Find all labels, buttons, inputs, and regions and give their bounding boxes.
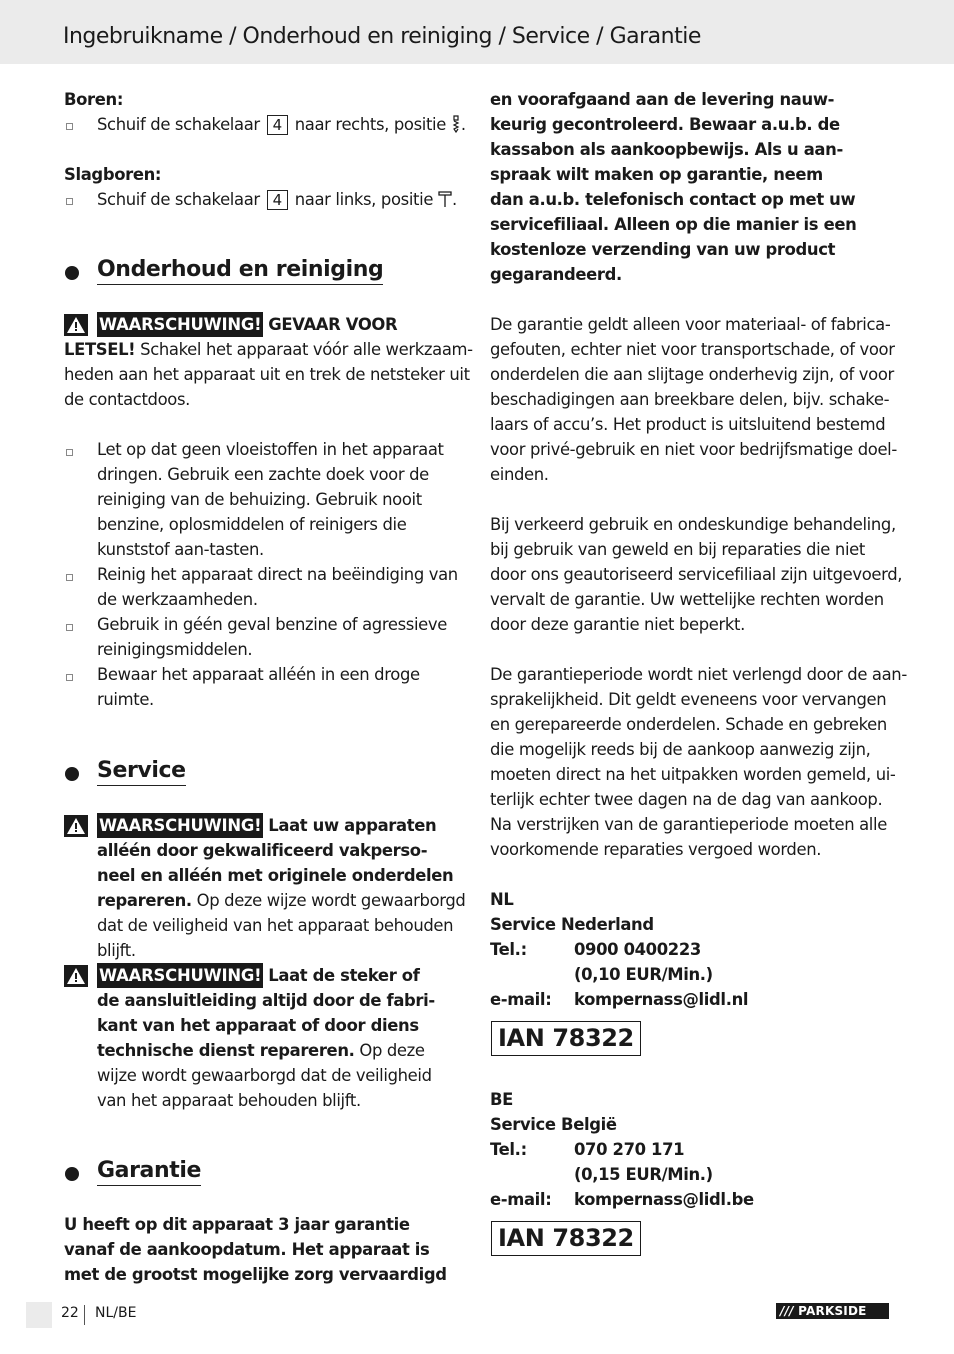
contact-nl-tel: 0900 0400223 xyxy=(574,940,701,959)
contact-nl-tel-label: Tel.: xyxy=(490,940,527,959)
garantie-bold-line: en voorafgaand aan de levering nauw- xyxy=(490,90,835,109)
list-item-line: ruimte. xyxy=(97,690,154,709)
slagboren-text-pre: Schuif de schakelaar xyxy=(97,190,260,209)
warning-text: Schakel het apparaat vóór alle werkzaam- xyxy=(140,340,473,359)
garantie-para3-line: De garantieperiode wordt niet verlengd door de aan- xyxy=(490,665,907,684)
garantie-para1-line: beschadigingen aan breekbare delen, bijv. schake- xyxy=(490,390,890,409)
page-number: 22 xyxy=(61,1305,79,1321)
service-warning1-line4 xyxy=(97,888,465,913)
garantie-para2-line: door ons geautoriseerd servicefiliaal zijn uitgevoerd, xyxy=(490,565,903,584)
list-item-line: kunststof aan-tasten. xyxy=(97,540,264,559)
garantie-para3-line: moeten direct na het uitpakken worden gemeld, ui- xyxy=(490,765,896,784)
service-warning1-line1 xyxy=(97,813,436,838)
contact-be-service-name: Service België xyxy=(490,1115,617,1134)
garantie-para1-line: gefouten, echter niet voor transportschade, of voor xyxy=(490,340,895,359)
logo-stripes: /// xyxy=(780,1304,794,1318)
warning-triangle-icon xyxy=(64,314,88,336)
service-warning2-line5: wijze wordt gewaarborgd dat de veiligheid xyxy=(97,1066,432,1085)
garantie-bold-line: met de grootst mogelijke zorg vervaardigd xyxy=(64,1265,447,1284)
boren-instruction: Schuif de schakelaar 4 naar rechts, positie . xyxy=(97,115,466,134)
section-bullet-icon xyxy=(65,266,79,280)
service-heading: Service xyxy=(97,758,186,786)
switch-key-number: 4 xyxy=(267,115,288,135)
garantie-para3-line: voorkomende reparaties vergoed worden. xyxy=(490,840,822,859)
garantie-para3-line: terlijk echter twee dagen na de dag van aankoop. xyxy=(490,790,883,809)
garantie-para3-line: sprakelijkheid. Dit geldt eveneens voor vervangen xyxy=(490,690,887,709)
garantie-para3-line: en gerepareerde onderdelen. Schade en gebreken xyxy=(490,715,887,734)
contact-be-country: BE xyxy=(490,1090,513,1109)
warning-triangle-icon xyxy=(64,965,88,987)
list-item: Reinig het apparaat direct na beëindiging van xyxy=(97,565,458,584)
warning-triangle-icon xyxy=(64,815,88,837)
garantie-bold-line: kostenloze verzending van uw product xyxy=(490,240,836,259)
garantie-para1-line: laars of accu’s. Het product is uitsluitend bestemd xyxy=(490,415,886,434)
list-item-line: reiniging van de behuizing. Gebruik nooit xyxy=(97,490,422,509)
switch-key-number: 4 xyxy=(267,190,288,210)
garantie-para2-line: vervalt de garantie. Uw wettelijke rechten worden xyxy=(490,590,884,609)
onderhoud-warning-line2 xyxy=(64,337,473,362)
page-title: Ingebruikname / Onderhoud en reiniging / Service / Garantie xyxy=(63,24,701,49)
warning-text: Op deze xyxy=(359,1041,425,1060)
service-warning1-line3: neel en alléén met originele onderdelen xyxy=(97,866,454,885)
garantie-para2-line: bij gebruik van geweld en bij reparaties die niet xyxy=(490,540,865,559)
contact-nl-email[interactable]: kompernass@lidl.nl xyxy=(574,990,749,1009)
garantie-para2-line: Bij verkeerd gebruik en ondeskundige behandeling, xyxy=(490,515,896,534)
bullet-icon xyxy=(66,449,73,456)
service-warning2-line2: de aansluitleiding altijd door de fabri- xyxy=(97,991,435,1010)
service-warning2-line4 xyxy=(97,1038,425,1063)
garantie-bold-line: U heeft op dit apparaat 3 jaar garantie xyxy=(64,1215,410,1234)
warning-bold-text: technische dienst repareren. xyxy=(97,1041,355,1060)
contact-be-email-label: e-mail: xyxy=(490,1190,552,1209)
service-warning1-line5: dat de veiligheid van het apparaat behouden xyxy=(97,916,454,935)
contact-nl-service-name: Service Nederland xyxy=(490,915,654,934)
contact-nl-email-label: e-mail: xyxy=(490,990,552,1009)
garantie-para1-line: einden. xyxy=(490,465,549,484)
contact-be-tel: 070 270 171 xyxy=(574,1140,685,1159)
warning-text: Op deze wijze wordt gewaarborgd xyxy=(196,891,466,910)
bullet-icon xyxy=(66,624,73,631)
boren-text-post: naar rechts, positie xyxy=(294,115,446,134)
list-item: Gebruik in géén geval benzine of agressieve xyxy=(97,615,447,634)
onderhoud-warning-line1 xyxy=(97,312,397,337)
contact-be-email[interactable]: kompernass@lidl.be xyxy=(574,1190,754,1209)
garantie-bold-line: spraak wilt maken op garantie, neem xyxy=(490,165,823,184)
warning-bold-text: Laat de steker of xyxy=(268,966,420,985)
garantie-bold-line: keurig gecontroleerd. Bewaar a.u.b. de xyxy=(490,115,840,134)
list-item-line: benzine, oplosmiddelen of reinigers die xyxy=(97,515,407,534)
ian-number-nl: IAN 78322 xyxy=(491,1021,641,1056)
page-header xyxy=(0,0,954,64)
service-warning2-line3: kant van het apparaat of door diens xyxy=(97,1016,419,1035)
bullet-icon xyxy=(66,574,73,581)
warning-bold-text: Laat uw apparaten xyxy=(268,816,437,835)
bullet-icon xyxy=(66,123,73,130)
bullet-icon xyxy=(66,674,73,681)
ian-number-be: IAN 78322 xyxy=(491,1221,641,1256)
garantie-bold-line: dan a.u.b. telefonisch contact op met uw xyxy=(490,190,856,209)
list-item: Let op dat geen vloeistoffen in het apparaat xyxy=(97,440,444,459)
contact-be-rate: (0,15 EUR/Min.) xyxy=(574,1165,713,1184)
language-code: NL/BE xyxy=(95,1305,137,1321)
boren-text-pre: Schuif de schakelaar xyxy=(97,115,260,134)
list-item: Bewaar het apparaat alléén in een droge xyxy=(97,665,420,684)
garantie-heading: Garantie xyxy=(97,1158,201,1186)
footer-marker xyxy=(26,1302,52,1328)
drill-icon xyxy=(451,115,461,133)
garantie-bold-line: servicefiliaal. Alleen op die manier is een xyxy=(490,215,857,234)
section-bullet-icon xyxy=(65,1167,79,1181)
warning-bold-text: GEVAAR VOOR xyxy=(268,315,398,334)
contact-be-tel-label: Tel.: xyxy=(490,1140,527,1159)
footer-divider xyxy=(84,1305,85,1325)
hammer-icon xyxy=(438,190,452,208)
service-warning1-line2: alléén door gekwalificeerd vakperso- xyxy=(97,841,428,860)
contact-nl-country: NL xyxy=(490,890,514,909)
garantie-para3-line: Na verstrijken van de garantieperiode moeten alle xyxy=(490,815,887,834)
slagboren-heading: Slagboren: xyxy=(64,165,162,184)
logo-text: PARKSIDE xyxy=(798,1304,867,1318)
garantie-para3-line: die mogelijk reeds bij de aankoop aanwezig zijn, xyxy=(490,740,871,759)
warning-label: WAARSCHUWING! xyxy=(97,813,263,838)
service-warning2-line1 xyxy=(97,963,419,988)
garantie-bold-line: vanaf de aankoopdatum. Het apparaat is xyxy=(64,1240,430,1259)
section-bullet-icon xyxy=(65,767,79,781)
warning-label: WAARSCHUWING! xyxy=(97,963,263,988)
service-warning1-line6: blijft. xyxy=(97,941,136,960)
bullet-icon xyxy=(66,198,73,205)
garantie-bold-line: kassabon als aankoopbewijs. Als u aan- xyxy=(490,140,843,159)
onderhoud-heading: Onderhoud en reiniging xyxy=(97,257,383,285)
contact-nl-rate: (0,10 EUR/Min.) xyxy=(574,965,713,984)
onderhoud-warning-line3: heden aan het apparaat uit en trek de netsteker uit xyxy=(64,365,470,384)
warning-label: WAARSCHUWING! xyxy=(97,312,263,337)
slagboren-instruction: Schuif de schakelaar 4 naar links, positie . xyxy=(97,190,457,209)
list-item-line: de werkzaamheden. xyxy=(97,590,258,609)
service-warning2-line6: van het apparaat behouden blijft. xyxy=(97,1091,361,1110)
garantie-bold-line: gegarandeerd. xyxy=(490,265,622,284)
garantie-para1-line: onderdelen die aan slijtage onderhevig zijn, of voor xyxy=(490,365,894,384)
onderhoud-warning-line4: de contactdoos. xyxy=(64,390,190,409)
garantie-para1-line: voor privé-gebruik en niet voor bedrijfsmatige doel- xyxy=(490,440,897,459)
list-item-line: dringen. Gebruik een zachte doek voor de xyxy=(97,465,429,484)
garantie-para2-line: door deze garantie niet beperkt. xyxy=(490,615,745,634)
warning-bold-text: LETSEL! xyxy=(64,340,136,359)
parkside-logo xyxy=(776,1303,889,1319)
garantie-para1-line: De garantie geldt alleen voor materiaal- of fabrica- xyxy=(490,315,891,334)
slagboren-text-post: naar links, positie xyxy=(294,190,434,209)
list-item-line: reinigingsmiddelen. xyxy=(97,640,253,659)
boren-heading: Boren: xyxy=(64,90,124,109)
warning-bold-text: repareren. xyxy=(97,891,192,910)
